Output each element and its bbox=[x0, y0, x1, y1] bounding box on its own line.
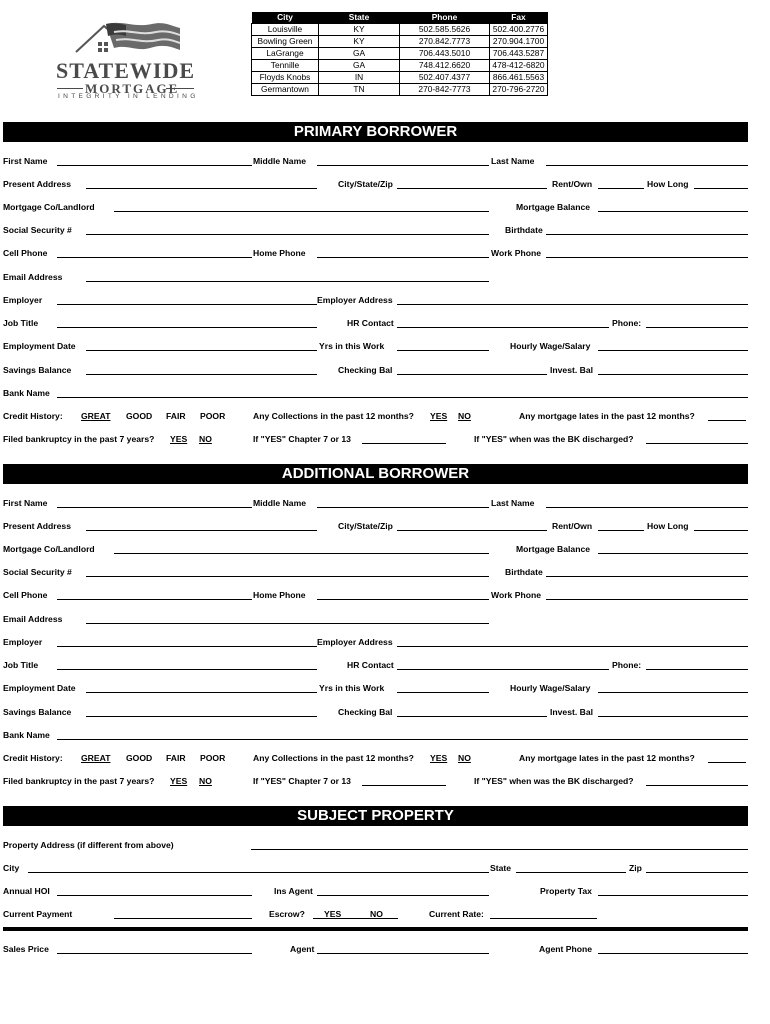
current-rate-label: Current Rate: bbox=[429, 909, 484, 919]
agent-label: Agent bbox=[290, 944, 315, 954]
employer-address-label: Employer Address bbox=[317, 637, 393, 647]
work-phone-label: Work Phone bbox=[491, 248, 541, 258]
property-zip-field[interactable] bbox=[646, 872, 748, 873]
credit-great-option[interactable]: GREAT bbox=[81, 753, 111, 763]
how-long-field[interactable] bbox=[694, 530, 748, 531]
bankruptcy-no-option[interactable]: NO bbox=[199, 776, 212, 786]
credit-fair-option[interactable]: FAIR bbox=[166, 411, 186, 421]
hourly-wage-label: Hourly Wage/Salary bbox=[510, 341, 591, 351]
property-city-label: City bbox=[3, 863, 20, 873]
mortgage-co-label: Mortgage Co/Landlord bbox=[3, 544, 95, 554]
last-name-field[interactable] bbox=[546, 507, 748, 508]
col-header-fax: Fax bbox=[490, 12, 548, 24]
property-zip-label: Zip bbox=[629, 863, 642, 873]
credit-poor-option[interactable]: POOR bbox=[200, 753, 226, 763]
bk-discharged-label: If "YES" when was the BK discharged? bbox=[474, 776, 634, 786]
work-phone-label: Work Phone bbox=[491, 590, 541, 600]
middle-name-label: Middle Name bbox=[253, 498, 307, 508]
checking-bal-field[interactable] bbox=[397, 374, 547, 375]
cell-city: Germantown bbox=[252, 84, 319, 96]
cell-fax: 706.443.5287 bbox=[490, 48, 548, 60]
present-address-field[interactable] bbox=[86, 188, 317, 189]
employer-address-field[interactable] bbox=[397, 646, 748, 647]
escrow-yes-option[interactable]: YES bbox=[324, 909, 342, 919]
first-name-label: First Name bbox=[3, 498, 48, 508]
birthdate-field[interactable] bbox=[546, 576, 748, 577]
home-phone-field[interactable] bbox=[317, 257, 489, 258]
invest-bal-field[interactable] bbox=[598, 374, 748, 375]
checking-bal-label: Checking Bal bbox=[338, 365, 393, 375]
current-payment-field[interactable] bbox=[114, 918, 252, 919]
credit-fair-option[interactable]: FAIR bbox=[166, 753, 186, 763]
chapter-field[interactable] bbox=[362, 443, 446, 444]
ssn-label: Social Security # bbox=[3, 225, 72, 235]
bk-discharged-label: If "YES" when was the BK discharged? bbox=[474, 434, 634, 444]
section-divider bbox=[3, 927, 748, 931]
col-header-state: State bbox=[319, 12, 400, 24]
cell-fax: 478-412-6820 bbox=[490, 60, 548, 72]
cell-phone: 706.443.5010 bbox=[400, 48, 490, 60]
mortgage-co-field[interactable] bbox=[114, 553, 489, 554]
credit-good-option[interactable]: GOOD bbox=[126, 411, 153, 421]
cell-phone: 748.412.6620 bbox=[400, 60, 490, 72]
bank-name-label: Bank Name bbox=[3, 388, 50, 398]
chapter-field[interactable] bbox=[362, 785, 446, 786]
invest-bal-label: Invest. Bal bbox=[550, 707, 593, 717]
first-name-field[interactable] bbox=[57, 165, 252, 166]
employer-address-field[interactable] bbox=[397, 304, 748, 305]
middle-name-label: Middle Name bbox=[253, 156, 307, 166]
credit-history-label: Credit History: bbox=[3, 411, 63, 421]
how-long-label: How Long bbox=[647, 179, 689, 189]
sales-price-label: Sales Price bbox=[3, 944, 49, 954]
property-city-field[interactable] bbox=[28, 872, 489, 873]
work-phone-field[interactable] bbox=[546, 599, 748, 600]
logo-tagline: INTEGRITY IN LENDING bbox=[58, 93, 199, 100]
how-long-label: How Long bbox=[647, 521, 689, 531]
ssn-field[interactable] bbox=[86, 234, 489, 235]
property-state-field[interactable] bbox=[516, 872, 626, 873]
ssn-label: Social Security # bbox=[3, 567, 72, 577]
birthdate-label: Birthdate bbox=[505, 567, 543, 577]
last-name-label: Last Name bbox=[491, 156, 535, 166]
collections-label: Any Collections in the past 12 months? bbox=[253, 411, 414, 421]
ins-agent-label: Ins Agent bbox=[274, 886, 313, 896]
present-address-label: Present Address bbox=[3, 521, 71, 531]
email-field[interactable] bbox=[86, 281, 489, 282]
ssn-field[interactable] bbox=[86, 576, 489, 577]
mortgage-co-label: Mortgage Co/Landlord bbox=[3, 202, 95, 212]
cell-phone: 502.407.4377 bbox=[400, 72, 490, 84]
house-flag-icon bbox=[74, 20, 184, 60]
annual-hoi-field[interactable] bbox=[57, 895, 252, 896]
hourly-wage-field[interactable] bbox=[598, 350, 748, 351]
email-label: Email Address bbox=[3, 614, 63, 624]
table-row bbox=[252, 84, 548, 96]
rent-own-field[interactable] bbox=[598, 530, 644, 531]
credit-history-label: Credit History: bbox=[3, 753, 63, 763]
last-name-field[interactable] bbox=[546, 165, 748, 166]
phone-label: Phone: bbox=[612, 660, 642, 670]
col-header-city: City bbox=[252, 12, 319, 24]
credit-poor-option[interactable]: POOR bbox=[200, 411, 226, 421]
first-name-field[interactable] bbox=[57, 507, 252, 508]
bk-discharged-field[interactable] bbox=[646, 785, 748, 786]
cell-state: TN bbox=[319, 84, 400, 96]
employer-label: Employer bbox=[3, 295, 43, 305]
collections-no-option[interactable]: NO bbox=[458, 753, 471, 763]
cell-city: Tennille bbox=[252, 60, 319, 72]
invest-bal-field[interactable] bbox=[598, 716, 748, 717]
birthdate-field[interactable] bbox=[546, 234, 748, 235]
bank-name-field[interactable] bbox=[57, 397, 748, 398]
how-long-field[interactable] bbox=[694, 188, 748, 189]
savings-balance-label: Savings Balance bbox=[3, 365, 72, 375]
savings-balance-field[interactable] bbox=[86, 374, 317, 375]
last-name-label: Last Name bbox=[491, 498, 535, 508]
cell-phone: 270.842.7773 bbox=[400, 36, 490, 48]
table-row bbox=[252, 24, 548, 36]
chapter-label: If "YES" Chapter 7 or 13 bbox=[253, 776, 351, 786]
job-title-label: Job Title bbox=[3, 318, 39, 328]
agent-phone-field[interactable] bbox=[598, 953, 748, 954]
city-state-zip-label: City/State/Zip bbox=[338, 521, 393, 531]
present-address-field[interactable] bbox=[86, 530, 317, 531]
subject-property-title: SUBJECT PROPERTY bbox=[3, 806, 748, 826]
rent-own-field[interactable] bbox=[598, 188, 644, 189]
col-header-phone: Phone bbox=[400, 12, 490, 24]
current-payment-label: Current Payment bbox=[3, 909, 73, 919]
city-state-zip-field[interactable] bbox=[397, 530, 547, 531]
yrs-in-work-field[interactable] bbox=[397, 350, 489, 351]
mortgage-co-field[interactable] bbox=[114, 211, 489, 212]
present-address-label: Present Address bbox=[3, 179, 71, 189]
employer-field[interactable] bbox=[57, 646, 317, 647]
cell-phone-label: Cell Phone bbox=[3, 248, 48, 258]
phone-field[interactable] bbox=[646, 327, 748, 328]
job-title-field[interactable] bbox=[57, 327, 317, 328]
annual-hoi-label: Annual HOI bbox=[3, 886, 50, 896]
savings-balance-field[interactable] bbox=[86, 716, 317, 717]
home-phone-field[interactable] bbox=[317, 599, 489, 600]
mortgage-lates-label: Any mortgage lates in the past 12 months? bbox=[519, 411, 695, 421]
agent-field[interactable] bbox=[317, 953, 489, 954]
office-contacts-table bbox=[251, 12, 548, 96]
cell-fax: 866.461.5563 bbox=[490, 72, 548, 84]
birthdate-label: Birthdate bbox=[505, 225, 543, 235]
cell-state: GA bbox=[319, 60, 400, 72]
bank-name-label: Bank Name bbox=[3, 730, 50, 740]
cell-city: Louisville bbox=[252, 24, 319, 36]
table-row bbox=[252, 60, 548, 72]
hr-contact-label: HR Contact bbox=[347, 318, 394, 328]
cell-fax: 270.904.1700 bbox=[490, 36, 548, 48]
phone-label: Phone: bbox=[612, 318, 642, 328]
cell-phone-field[interactable] bbox=[57, 257, 252, 258]
bank-name-field[interactable] bbox=[57, 739, 748, 740]
cell-phone: 502.585.5626 bbox=[400, 24, 490, 36]
cell-phone-field[interactable] bbox=[57, 599, 252, 600]
rent-own-label: Rent/Own bbox=[552, 521, 593, 531]
section-title: ADDITIONAL BORROWER bbox=[3, 464, 748, 484]
cell-state: GA bbox=[319, 48, 400, 60]
escrow-no-option[interactable]: NO bbox=[370, 909, 383, 919]
email-label: Email Address bbox=[3, 272, 63, 282]
section-title: PRIMARY BORROWER bbox=[3, 122, 748, 142]
cell-city: Bowling Green bbox=[252, 36, 319, 48]
collections-yes-option[interactable]: YES bbox=[430, 411, 448, 421]
cell-fax: 502.400.2776 bbox=[490, 24, 548, 36]
cell-phone: 270-842-7773 bbox=[400, 84, 490, 96]
bankruptcy-label: Filed bankruptcy in the past 7 years? bbox=[3, 434, 155, 444]
mortgage-lates-field[interactable] bbox=[708, 762, 746, 763]
cell-state: KY bbox=[319, 24, 400, 36]
property-state-label: State bbox=[490, 863, 512, 873]
bankruptcy-no-option[interactable]: NO bbox=[199, 434, 212, 444]
first-name-label: First Name bbox=[3, 156, 48, 166]
mortgage-lates-field[interactable] bbox=[708, 420, 746, 421]
hr-contact-label: HR Contact bbox=[347, 660, 394, 670]
home-phone-label: Home Phone bbox=[253, 590, 306, 600]
employment-date-field[interactable] bbox=[86, 692, 317, 693]
logo-rule-left bbox=[57, 88, 83, 89]
table-row bbox=[252, 48, 548, 60]
mortgage-balance-label: Mortgage Balance bbox=[516, 202, 591, 212]
bankruptcy-label: Filed bankruptcy in the past 7 years? bbox=[3, 776, 155, 786]
bk-discharged-field[interactable] bbox=[646, 443, 748, 444]
primary-borrower-section bbox=[0, 122, 770, 452]
yrs-in-work-label: Yrs in this Work bbox=[319, 683, 385, 693]
hr-contact-field[interactable] bbox=[397, 327, 609, 328]
escrow-label: Escrow? bbox=[269, 909, 305, 919]
ins-agent-field[interactable] bbox=[317, 895, 489, 896]
middle-name-field[interactable] bbox=[317, 507, 489, 508]
cell-city: Floyds Knobs bbox=[252, 72, 319, 84]
property-tax-label: Property Tax bbox=[540, 886, 592, 896]
table-row bbox=[252, 72, 548, 84]
property-tax-field[interactable] bbox=[598, 895, 748, 896]
rent-own-label: Rent/Own bbox=[552, 179, 593, 189]
hourly-wage-field[interactable] bbox=[598, 692, 748, 693]
yrs-in-work-field[interactable] bbox=[397, 692, 489, 693]
checking-bal-field[interactable] bbox=[397, 716, 547, 717]
yrs-in-work-label: Yrs in this Work bbox=[319, 341, 385, 351]
bankruptcy-yes-option[interactable]: YES bbox=[170, 434, 188, 444]
mortgage-balance-field[interactable] bbox=[598, 553, 748, 554]
cell-phone-label: Cell Phone bbox=[3, 590, 48, 600]
checking-bal-label: Checking Bal bbox=[338, 707, 393, 717]
credit-good-option[interactable]: GOOD bbox=[126, 753, 153, 763]
employer-label: Employer bbox=[3, 637, 43, 647]
phone-field[interactable] bbox=[646, 669, 748, 670]
mortgage-balance-label: Mortgage Balance bbox=[516, 544, 591, 554]
property-address-field[interactable] bbox=[251, 849, 748, 850]
collections-no-option[interactable]: NO bbox=[458, 411, 471, 421]
mortgage-lates-label: Any mortgage lates in the past 12 months? bbox=[519, 753, 695, 763]
cell-state: IN bbox=[319, 72, 400, 84]
job-title-label: Job Title bbox=[3, 660, 39, 670]
cell-fax: 270-796-2720 bbox=[490, 84, 548, 96]
table-row bbox=[252, 36, 548, 48]
bankruptcy-yes-option[interactable]: YES bbox=[170, 776, 188, 786]
current-rate-field[interactable] bbox=[490, 918, 597, 919]
cell-city: LaGrange bbox=[252, 48, 319, 60]
employer-field[interactable] bbox=[57, 304, 317, 305]
invest-bal-label: Invest. Bal bbox=[550, 365, 593, 375]
employer-address-label: Employer Address bbox=[317, 295, 393, 305]
table-header-row bbox=[252, 12, 548, 24]
savings-balance-label: Savings Balance bbox=[3, 707, 72, 717]
agent-phone-label: Agent Phone bbox=[539, 944, 592, 954]
cell-state: KY bbox=[319, 36, 400, 48]
additional-borrower-section bbox=[0, 464, 770, 794]
job-title-field[interactable] bbox=[57, 669, 317, 670]
hr-contact-field[interactable] bbox=[397, 669, 609, 670]
employment-date-label: Employment Date bbox=[3, 341, 76, 351]
logo-subtitle: MORTGAGE bbox=[85, 81, 180, 96]
employment-date-label: Employment Date bbox=[3, 683, 76, 693]
chapter-label: If "YES" Chapter 7 or 13 bbox=[253, 434, 351, 444]
credit-great-option[interactable]: GREAT bbox=[81, 411, 111, 421]
email-field[interactable] bbox=[86, 623, 489, 624]
hourly-wage-label: Hourly Wage/Salary bbox=[510, 683, 591, 693]
home-phone-label: Home Phone bbox=[253, 248, 306, 258]
collections-yes-option[interactable]: YES bbox=[430, 753, 448, 763]
sales-price-field[interactable] bbox=[57, 953, 252, 954]
employment-date-field[interactable] bbox=[86, 350, 317, 351]
work-phone-field[interactable] bbox=[546, 257, 748, 258]
property-address-label: Property Address (if different from above) bbox=[3, 840, 174, 850]
middle-name-field[interactable] bbox=[317, 165, 489, 166]
mortgage-balance-field[interactable] bbox=[598, 211, 748, 212]
city-state-zip-field[interactable] bbox=[397, 188, 547, 189]
logo-name: STATEWIDE bbox=[56, 58, 196, 83]
collections-label: Any Collections in the past 12 months? bbox=[253, 753, 414, 763]
city-state-zip-label: City/State/Zip bbox=[338, 179, 393, 189]
logo-rule-right bbox=[166, 88, 194, 89]
